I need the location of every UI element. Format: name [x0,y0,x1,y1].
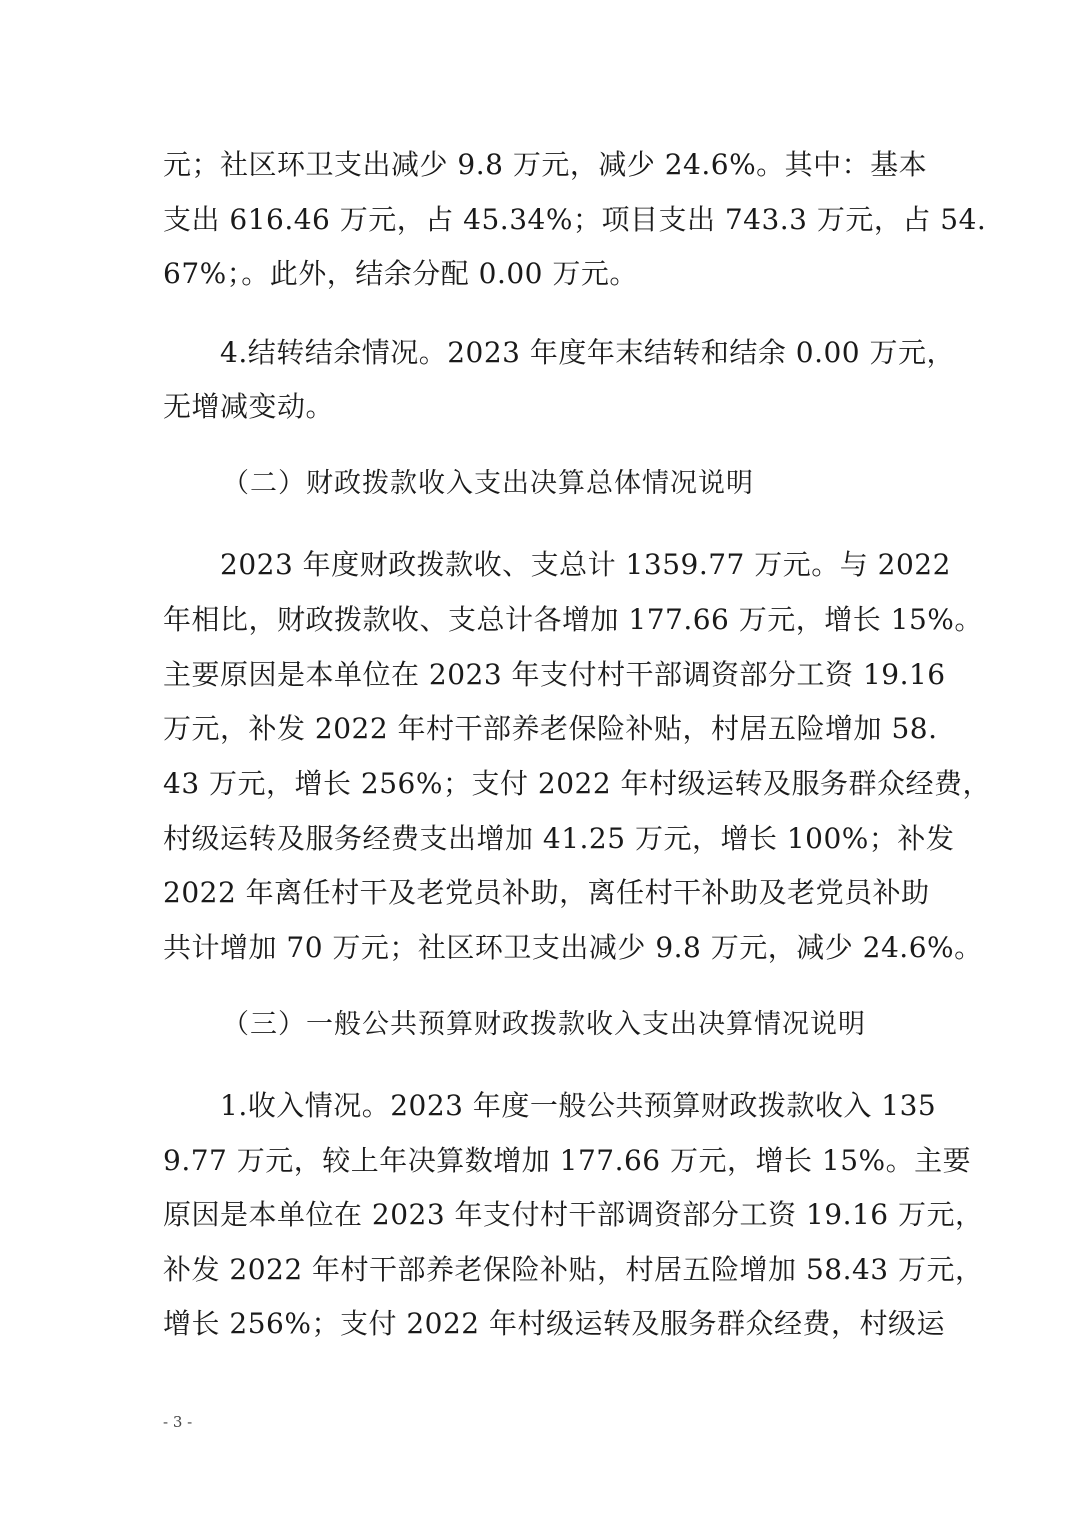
paragraph-4-line-4: 补发 2022 年村干部养老保险补贴，村居五险增加 58.43 万元， [163,1253,984,1286]
section-heading-3: （三）一般公共预算财政拨款收入支出决算情况说明 [222,1009,866,1040]
paragraph-1-line-2: 支出 616.46 万元，占 45.34%；项目支出 743.3 万元，占 54. [163,203,987,236]
paragraph-3-line-6: 村级运转及服务经费支出增加 41.25 万元，增长 100%；补发 [163,822,955,855]
paragraph-1-line-1: 元；社区环卫支出减少 9.8 万元，减少 24.6%。其中：基本 [163,148,928,181]
paragraph-4-line-3: 原因是本单位在 2023 年支付村干部调资部分工资 19.16 万元， [163,1198,984,1231]
section-heading-2: （二）财政拨款收入支出决算总体情况说明 [222,468,754,499]
paragraph-1-line-3: 67%；。此外，结余分配 0.00 万元。 [163,257,638,290]
paragraph-2-line-2: 无增减变动。 [163,390,335,423]
paragraph-3-line-1: 2023 年度财政拨款收、支总计 1359.77 万元。与 2022 [220,548,951,581]
paragraph-3-line-3: 主要原因是本单位在 2023 年支付村干部调资部分工资 19.16 [163,658,946,691]
paragraph-2-line-1: 4.结转结余情况。2023 年度年末结转和结余 0.00 万元， [220,336,956,369]
paragraph-3-line-5: 43 万元，增长 256%；支付 2022 年村级运转及服务群众经费， [163,767,992,800]
paragraph-3-line-2: 年相比，财政拨款收、支总计各增加 177.66 万元，增长 15%。 [163,603,983,636]
paragraph-4-line-1: 1.收入情况。2023 年度一般公共预算财政拨款收入 135 [220,1089,937,1122]
paragraph-3-line-7: 2022 年离任村干及老党员补助，离任村干补助及老党员补助 [163,876,930,909]
page-number: - 3 - [163,1413,193,1431]
paragraph-3-line-8: 共计增加 70 万元；社区环卫支出减少 9.8 万元，减少 24.6%。 [163,931,983,964]
paragraph-4-line-5: 增长 256%；支付 2022 年村级运转及服务群众经费，村级运 [163,1307,946,1340]
paragraph-4-line-2: 9.77 万元，较上年决算数增加 177.66 万元，增长 15%。主要 [163,1144,972,1177]
paragraph-3-line-4: 万元，补发 2022 年村干部养老保险补贴，村居五险增加 58. [163,712,938,745]
